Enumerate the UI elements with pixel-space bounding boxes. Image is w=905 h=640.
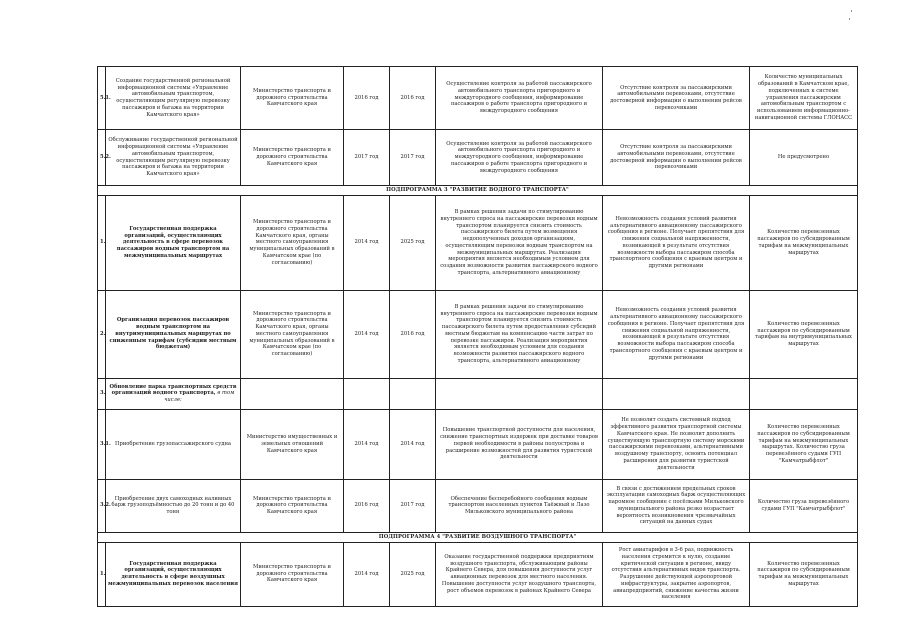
executor: Министерство транспорта и дорожного строительства Камчатского края <box>241 479 344 532</box>
row-number: 3. <box>98 378 106 409</box>
table-row <box>98 130 858 186</box>
scan-specks <box>851 10 855 14</box>
row-number: 1. <box>98 195 106 290</box>
consequence: Невозможность создания условий развития альтернативного авиационному пассажирского сообщения в регионе. Получает препятствия для снижения социальной напряженности, возникающей в результате отсутствия возможности выбора пассажиром способа транспортного сообщения с краевым центром и другими регионами <box>603 290 750 378</box>
table-row <box>98 409 858 479</box>
consequence: Не позволит создать системный подход эффективного развития транспортной системы Камчатского края. Не позволит дополнить существующую транспортную систему морскими пассажирскими перевозками, альтернативными воздушному транспорту, освоить потенциал расширения для развития туристской деятельности <box>603 409 750 479</box>
section-row <box>98 186 858 196</box>
activity-name: Приобретение двух самоходных наливных барж грузоподъёмностью до 20 тонн и до 40 тонн <box>106 479 241 532</box>
start-year: 2014 год <box>344 409 390 479</box>
indicator: Количество груза перевезённого судами ГУП "Камчатрыбфлот" <box>750 479 858 532</box>
indicator: Количество муниципальных образований в Камчатском крае, подключенных к системе управления пассажирским автомобильным транспортом с использованием информационно-навигационной системы ГЛОНАСС <box>750 67 858 130</box>
executor: Министерство имущественных и земельных отношений Камчатского края <box>241 409 344 479</box>
indicator: Количество перевезенных пассажиров по субсидированным тарифам на межмуниципальных маршрутах <box>750 542 858 606</box>
table-row <box>98 378 858 409</box>
end-year: 2025 год <box>390 195 436 290</box>
indicator: Количество перевезенных пассажиров по субсидированным тарифам на внутримуниципальных маршрутах <box>750 290 858 378</box>
start-year: 2016 год <box>344 479 390 532</box>
indicator <box>750 378 858 409</box>
consequence: Невозможность создания условий развития альтернативного авиационному пассажирского сообщения в регионе. Получает препятствия для снижения социальной напряженности, возникающей в результате отсутствия возможности выбора пассажиром способа транспортного сообщения с краевым центром и другими регионами <box>603 195 750 290</box>
activity-name-tail: в том числе: <box>164 390 235 404</box>
start-year: 2014 год <box>344 542 390 606</box>
table-row <box>98 195 858 290</box>
activity-name: Государственная поддержка организаций, осуществляющих деятельность в сфере перевозок пассажиров водным транспортом на межмуниципальных маршрутах <box>106 195 241 290</box>
expected-result: Осуществление контроля за работой пассажирского автомобильного транспорта пригородного и междугородного сообщения, информирование пассажиров о работе транспорта пригородного и междугородного сообщения <box>436 67 603 130</box>
expected-result: Оказание государственной поддержки предприятиям воздушного транспорта, обслуживающим районы Крайнего Севера, для повышения доступности услуг авиационных перевозок для местного населения. Повышение доступности услуг воздушного транспорта, рост объемов перевозок в районах Крайнего Севера <box>436 542 603 606</box>
executor: Министерство транспорта и дорожного строительства Камчатского края, органы местного самоуправления муниципальных образований в Камчатском крае (по согласованию) <box>241 195 344 290</box>
row-number: 5.1. <box>98 67 106 130</box>
activity-name: Организация перевозок пассажиров водным транспортом на внутримуниципальных маршрутах по сниженным тарифам (субсидии местным бюджетам) <box>106 290 241 378</box>
end-year: 2014 год <box>390 409 436 479</box>
end-year: 2025 год <box>390 542 436 606</box>
executor <box>241 378 344 409</box>
section-row <box>98 532 858 542</box>
consequence: Отсутствие контроля за пассажирскими автомобильными перевозками, отсутствие достоверной информации о выполнении рейсов перевозчиками <box>603 130 750 186</box>
executor: Министерство транспорта и дорожного строительства Камчатского края <box>241 67 344 130</box>
executor: Министерство транспорта и дорожного строительства Камчатского края, органы местного самоуправления муниципальных образований в Камчатском крае (по согласованию) <box>241 290 344 378</box>
table-row <box>98 542 858 606</box>
end-year: 2016 год <box>390 67 436 130</box>
scan-speck <box>849 18 850 20</box>
activity-name <box>106 378 241 409</box>
activity-name: Создание государственной региональной информационной системы «Управление автомобильным транспортом, осуществляющим регулярную перевозку пассажиров и багажа на территории Камчатского края» <box>106 67 241 130</box>
start-year: 2016 год <box>344 67 390 130</box>
scan-speck <box>851 10 852 12</box>
start-year: 2014 год <box>344 290 390 378</box>
start-year: 2017 год <box>344 130 390 186</box>
end-year: 2016 год <box>390 290 436 378</box>
row-number: 2. <box>98 290 106 378</box>
row-number: 3.2. <box>98 479 106 532</box>
subprogram-heading: ПОДПРОГРАММА 4 "РАЗВИТИЕ ВОЗДУШНОГО ТРАНСПОРТА" <box>98 532 858 542</box>
consequence: Отсутствие контроля за пассажирскими автомобильными перевозками, отсутствие достоверной информации о выполнении рейсов перевозчиками <box>603 67 750 130</box>
expected-result: Осуществление контроля за работой пассажирского автомобильного транспорта пригородного и междугородного сообщения, информирование пассажиров о работе транспорта пригородного и междугородного сообщения <box>436 130 603 186</box>
end-year: 2017 год <box>390 479 436 532</box>
activity-name: Приобретение грузопассажирского судна <box>106 409 241 479</box>
consequence: Рост авиатарифов в 3-6 раз, подвижность населения стремится к нулю, создание критической ситуации в регионе, ввиду отсутствия альтернативных видов транспорта. Разрушение действующей аэропортовой инфраструктуры, закрытие аэропортов, авиапредприятий, снижение качества жизни населения <box>603 542 750 606</box>
expected-result <box>436 378 603 409</box>
expected-result: Повышение транспортной доступности для населения, снижение транспортных издержек при доставке товаров первой необходимости в районы полуострова и расширение возможностей для развития туристской деятельности <box>436 409 603 479</box>
program-table <box>97 66 858 607</box>
subprogram-heading: ПОДПРОГРАММА 3 "РАЗВИТИЕ ВОДНОГО ТРАНСПОРТА" <box>98 186 858 196</box>
table-row <box>98 479 858 532</box>
indicator: Количество перевезенных пассажиров по субсидированным тарифам на межмуниципальных маршрутах. Количество груза перевезённого судами ГУП "Камчатрыбфлот" <box>750 409 858 479</box>
executor: Министерство транспорта и дорожного строительства Камчатского края <box>241 542 344 606</box>
start-year <box>344 378 390 409</box>
expected-result: Обеспечение бесперебойного сообщения водным транспортом населенных пунктов Таёжный и Лазо Мильковского муниципального района <box>436 479 603 532</box>
table-row <box>98 290 858 378</box>
executor: Министерство транспорта и дорожного строительства Камчатского края <box>241 130 344 186</box>
activity-name: Обслуживание государственной региональной информационной системы «Управление автомобильным транспортом, осуществляющим регулярную перевозку пассажиров и багажа на территории Камчатского края» <box>106 130 241 186</box>
end-year <box>390 378 436 409</box>
indicator: Не предусмотрено <box>750 130 858 186</box>
indicator: Количество перевезенных пассажиров по субсидированным тарифам на межмуниципальных маршрутах <box>750 195 858 290</box>
table-row <box>98 67 858 130</box>
row-number: 3.1. <box>98 409 106 479</box>
start-year: 2014 год <box>344 195 390 290</box>
consequence <box>603 378 750 409</box>
consequence: В связи с достижением предельных сроков эксплуатации самоходных барж осуществляющих паромное сообщение с посёлками Мильковского муниципального района резко возрастает вероятность возникновения чрезвычайных ситуаций на данных судах <box>603 479 750 532</box>
expected-result: В рамках решения задачи по стимулированию внутреннего спроса на пассажирские перевозки водным транспортом планируется снизить стоимость пассажирского билета путем предоставления субсидий местным бюджетам на компенсацию части затрат по перевозке пассажиров. Реализация мероприятия является необходимым условием для создания возможности развития пассажирского водного транспорта, альтернативного авиационному <box>436 290 603 378</box>
row-number: 5.2. <box>98 130 106 186</box>
activity-name-main: Обновление парка транспортных средств организаций водного транспорта, <box>109 383 237 397</box>
expected-result: В рамках решения задачи по стимулированию внутреннего спроса на пассажирские перевозки водным транспортом планируется снизить стоимость пассажирского билета путем возмещения недополученных доходов организациям, осуществляющим перевозки водным транспортом на межмуниципальных маршрутах. Реализация мероприятия является необходимым условием для создания возможности развития пассажирского водного транспорта, альтернативного авиационному <box>436 195 603 290</box>
end-year: 2017 год <box>390 130 436 186</box>
row-number: 1. <box>98 542 106 606</box>
activity-name: Государственная поддержка организаций, осуществляющих деятельность в сфере воздушных межмуниципальных перевозок населения <box>106 542 241 606</box>
